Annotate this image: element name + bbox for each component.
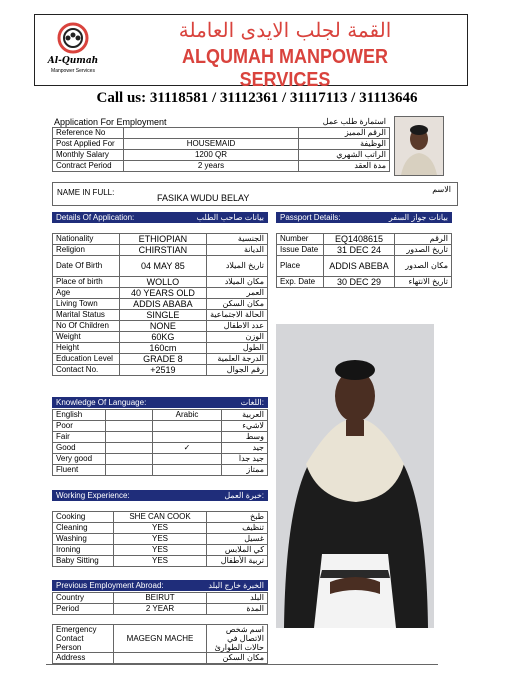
details-header-bar — [52, 212, 268, 223]
row-label: Issue Date — [277, 245, 324, 256]
name-value: FASIKA WUDU BELAY — [157, 193, 250, 203]
name-label: NAME IN FULL: — [57, 188, 115, 197]
emergency-label-ar: اسم شخص الاتصال في حالات الطوارئ — [207, 625, 268, 653]
details-header-ar: بيانات صاحب الطلب — [196, 213, 264, 222]
row-label-ar: المدة — [207, 604, 268, 615]
row-label-ar: مكان السكن — [207, 299, 268, 310]
row-value: 160cm — [119, 343, 206, 354]
table-row — [53, 310, 268, 321]
row-label-ar: ممتاز — [222, 465, 268, 476]
table-row — [53, 604, 268, 615]
arabic-mark — [153, 432, 222, 443]
table-row — [53, 432, 268, 443]
language-header: Knowledge Of Language: — [56, 398, 147, 407]
row-label: Education Level — [53, 354, 120, 365]
previous-header-ar: الخبرة خارج البلد — [208, 581, 264, 590]
previous-table — [52, 592, 268, 615]
row-label-ar: الرقم المميز — [299, 128, 390, 139]
emergency-value: MAGEGN MACHE — [114, 625, 207, 653]
address-label: Address — [53, 653, 114, 664]
row-value: YES — [114, 523, 207, 534]
row-value: YES — [114, 545, 207, 556]
row-label: Religion — [53, 245, 120, 256]
table-row — [53, 653, 268, 664]
experience-header-ar: خبرة العمل: — [224, 491, 264, 500]
row-label-ar: غسيل — [207, 534, 268, 545]
table-row — [53, 139, 390, 150]
row-label-ar: الوظيفة — [299, 139, 390, 150]
passport-header-ar: بيانات جواز السفر — [388, 213, 448, 222]
applicant-photo-large — [276, 324, 434, 628]
table-row — [53, 354, 268, 365]
row-label-ar: العمر — [207, 288, 268, 299]
row-value: 2 years — [124, 161, 299, 172]
row-label: Exp. Date — [277, 277, 324, 288]
arabic-mark — [153, 465, 222, 476]
company-logo — [42, 20, 104, 78]
table-row — [53, 625, 268, 653]
english-mark — [106, 421, 153, 432]
row-label-ar: الوزن — [207, 332, 268, 343]
language-table — [52, 409, 268, 476]
row-label-ar: جيد جداً — [222, 454, 268, 465]
row-value — [124, 128, 299, 139]
table-row — [53, 365, 268, 376]
previous-header: Previous Employment Abroad: — [56, 581, 164, 590]
bottom-divider — [46, 664, 438, 665]
row-value: CHIRSTIAN — [119, 245, 206, 256]
row-label: Cooking — [53, 512, 114, 523]
row-label: Weight — [53, 332, 120, 343]
row-label: Good — [53, 443, 106, 454]
row-value: NONE — [119, 321, 206, 332]
application-title-ar: استمارة طلب عمل — [322, 117, 386, 126]
arabic-mark — [153, 421, 222, 432]
row-label: Country — [53, 593, 114, 604]
row-label-ar: تاريخ الانتهاء — [395, 277, 452, 288]
passport-header: Passport Details: — [280, 213, 341, 222]
portrait-icon — [395, 117, 443, 175]
row-value: 2 YEAR — [114, 604, 207, 615]
experience-header-bar — [52, 490, 268, 501]
experience-table — [52, 511, 268, 567]
row-label: Marital Status — [53, 310, 120, 321]
details-table — [52, 233, 268, 376]
language-header-ar: اللغات: — [240, 398, 264, 407]
language-header-bar — [52, 397, 268, 408]
row-label: Fluent — [53, 465, 106, 476]
row-value: HOUSEMAID — [124, 139, 299, 150]
table-row — [53, 421, 268, 432]
table-row — [277, 277, 452, 288]
row-value: ETHIOPIAN — [119, 234, 206, 245]
arabic-mark — [153, 454, 222, 465]
table-row — [53, 454, 268, 465]
row-value: 04 MAY 85 — [119, 256, 206, 277]
row-value: EQ1408615 — [324, 234, 395, 245]
previous-header-bar — [52, 580, 268, 591]
table-row — [277, 234, 452, 245]
row-label: Period — [53, 604, 114, 615]
row-label: No Of Children — [53, 321, 120, 332]
table-row — [53, 256, 268, 277]
row-value: 30 DEC 29 — [324, 277, 395, 288]
row-label: Reference No — [53, 128, 124, 139]
row-value: 1200 QR — [124, 150, 299, 161]
row-value: SHE CAN COOK — [114, 512, 207, 523]
table-row — [53, 299, 268, 310]
row-label-ar: تربية الأطفال — [207, 556, 268, 567]
row-label-ar: مكان الميلاد — [207, 277, 268, 288]
passport-table — [276, 233, 452, 288]
table-row — [53, 545, 268, 556]
table-row — [53, 465, 268, 476]
row-label-ar: مدة العقد — [299, 161, 390, 172]
company-title: ALQUMAH MANPOWER SERVICES — [182, 46, 388, 91]
application-table — [52, 127, 390, 172]
row-label: Age — [53, 288, 120, 299]
details-header: Details Of Application: — [56, 213, 135, 222]
row-label: Very good — [53, 454, 106, 465]
row-label: Fair — [53, 432, 106, 443]
table-row — [53, 332, 268, 343]
row-label-ar: الدرجة العلمية — [207, 354, 268, 365]
application-title: Application For Employment — [54, 117, 167, 127]
row-label-ar: تاريخ الميلاد — [207, 256, 268, 277]
row-label: Cleaning — [53, 523, 114, 534]
row-label-ar: تنظيف — [207, 523, 268, 534]
row-label: Place of birth — [53, 277, 120, 288]
table-row — [53, 410, 268, 421]
row-value: YES — [114, 556, 207, 567]
emergency-table — [52, 624, 268, 664]
address-value — [114, 653, 207, 664]
row-value: YES — [114, 534, 207, 545]
row-label-ar: كي الملابس — [207, 545, 268, 556]
row-label: Height — [53, 343, 120, 354]
table-row — [53, 245, 268, 256]
applicant-photo-small — [394, 116, 444, 176]
row-label: Number — [277, 234, 324, 245]
table-row — [53, 161, 390, 172]
row-value: SINGLE — [119, 310, 206, 321]
arabic-company-title: القمة لجلب الايدى العاملة — [178, 18, 392, 42]
arabic-mark: ✓ — [153, 443, 222, 454]
row-label-ar: الطول — [207, 343, 268, 354]
table-row — [53, 534, 268, 545]
table-row — [277, 256, 452, 277]
logo-subtext: Manpower Services — [51, 68, 95, 74]
row-value: 31 DEC 24 — [324, 245, 395, 256]
table-row — [53, 128, 390, 139]
row-value: GRADE 8 — [119, 354, 206, 365]
english-mark — [106, 443, 153, 454]
row-label-ar: طبخ — [207, 512, 268, 523]
english-mark — [106, 432, 153, 443]
passport-header-bar — [276, 212, 452, 223]
row-label: Nationality — [53, 234, 120, 245]
row-label: Date Of Birth — [53, 256, 120, 277]
table-row — [53, 523, 268, 534]
row-label-ar: البلد — [207, 593, 268, 604]
col-english: English — [53, 410, 106, 421]
row-label-ar: مكان الصدور — [395, 256, 452, 277]
table-row — [53, 443, 268, 454]
english-mark — [106, 465, 153, 476]
table-row — [53, 277, 268, 288]
table-row — [277, 245, 452, 256]
row-label: Washing — [53, 534, 114, 545]
row-label: Poor — [53, 421, 106, 432]
row-label: Monthly Salary — [53, 150, 124, 161]
table-row — [53, 512, 268, 523]
col-arabic-ar: العربية — [222, 410, 268, 421]
row-label-ar: تاريخ الصدور — [395, 245, 452, 256]
row-label-ar: الديانة — [207, 245, 268, 256]
row-label: Ironing — [53, 545, 114, 556]
row-label: Place — [277, 256, 324, 277]
row-label-ar: رقم الجوال — [207, 365, 268, 376]
logo-text: Al-Qumah — [47, 56, 99, 66]
row-label: Contact No. — [53, 365, 120, 376]
table-row — [53, 321, 268, 332]
address-label-ar: مكان السكن — [207, 653, 268, 664]
row-value: 40 YEARS OLD — [119, 288, 206, 299]
row-label-ar: جيد — [222, 443, 268, 454]
name-label-ar: الاسم — [432, 185, 451, 194]
table-row — [53, 288, 268, 299]
table-row — [53, 150, 390, 161]
row-label-ar: الحالة الاجتماعية — [207, 310, 268, 321]
row-value: ADDIS ABABA — [119, 299, 206, 310]
row-value: BEIRUT — [114, 593, 207, 604]
row-label-ar: عدد الاطفال — [207, 321, 268, 332]
table-row — [53, 593, 268, 604]
row-label: Living Town — [53, 299, 120, 310]
row-label-ar: وسط — [222, 432, 268, 443]
row-label: Contract Period — [53, 161, 124, 172]
row-label-ar: الجنسية — [207, 234, 268, 245]
call-us-line: Call us: 31118581 / 31112361 / 31117113 / 31113646 — [96, 90, 418, 106]
row-label: Post Applied For — [53, 139, 124, 150]
row-value: WOLLO — [119, 277, 206, 288]
name-box — [52, 182, 458, 206]
table-row — [53, 556, 268, 567]
row-label-ar: الراتب الشهري — [299, 150, 390, 161]
row-label-ar: لاشيء — [222, 421, 268, 432]
experience-header: Working Experience: — [56, 491, 130, 500]
emergency-label: Emergency Contact Person — [53, 625, 114, 653]
row-value: 60KG — [119, 332, 206, 343]
portrait-icon — [276, 324, 434, 628]
row-label-ar: الرقم — [395, 234, 452, 245]
table-row — [53, 234, 268, 245]
row-value: +2519 — [119, 365, 206, 376]
english-mark — [106, 454, 153, 465]
row-label: Baby Sitting — [53, 556, 114, 567]
table-row — [53, 343, 268, 354]
col-arabic: Arabic — [153, 410, 222, 421]
row-value: ADDIS ABEBA — [324, 256, 395, 277]
